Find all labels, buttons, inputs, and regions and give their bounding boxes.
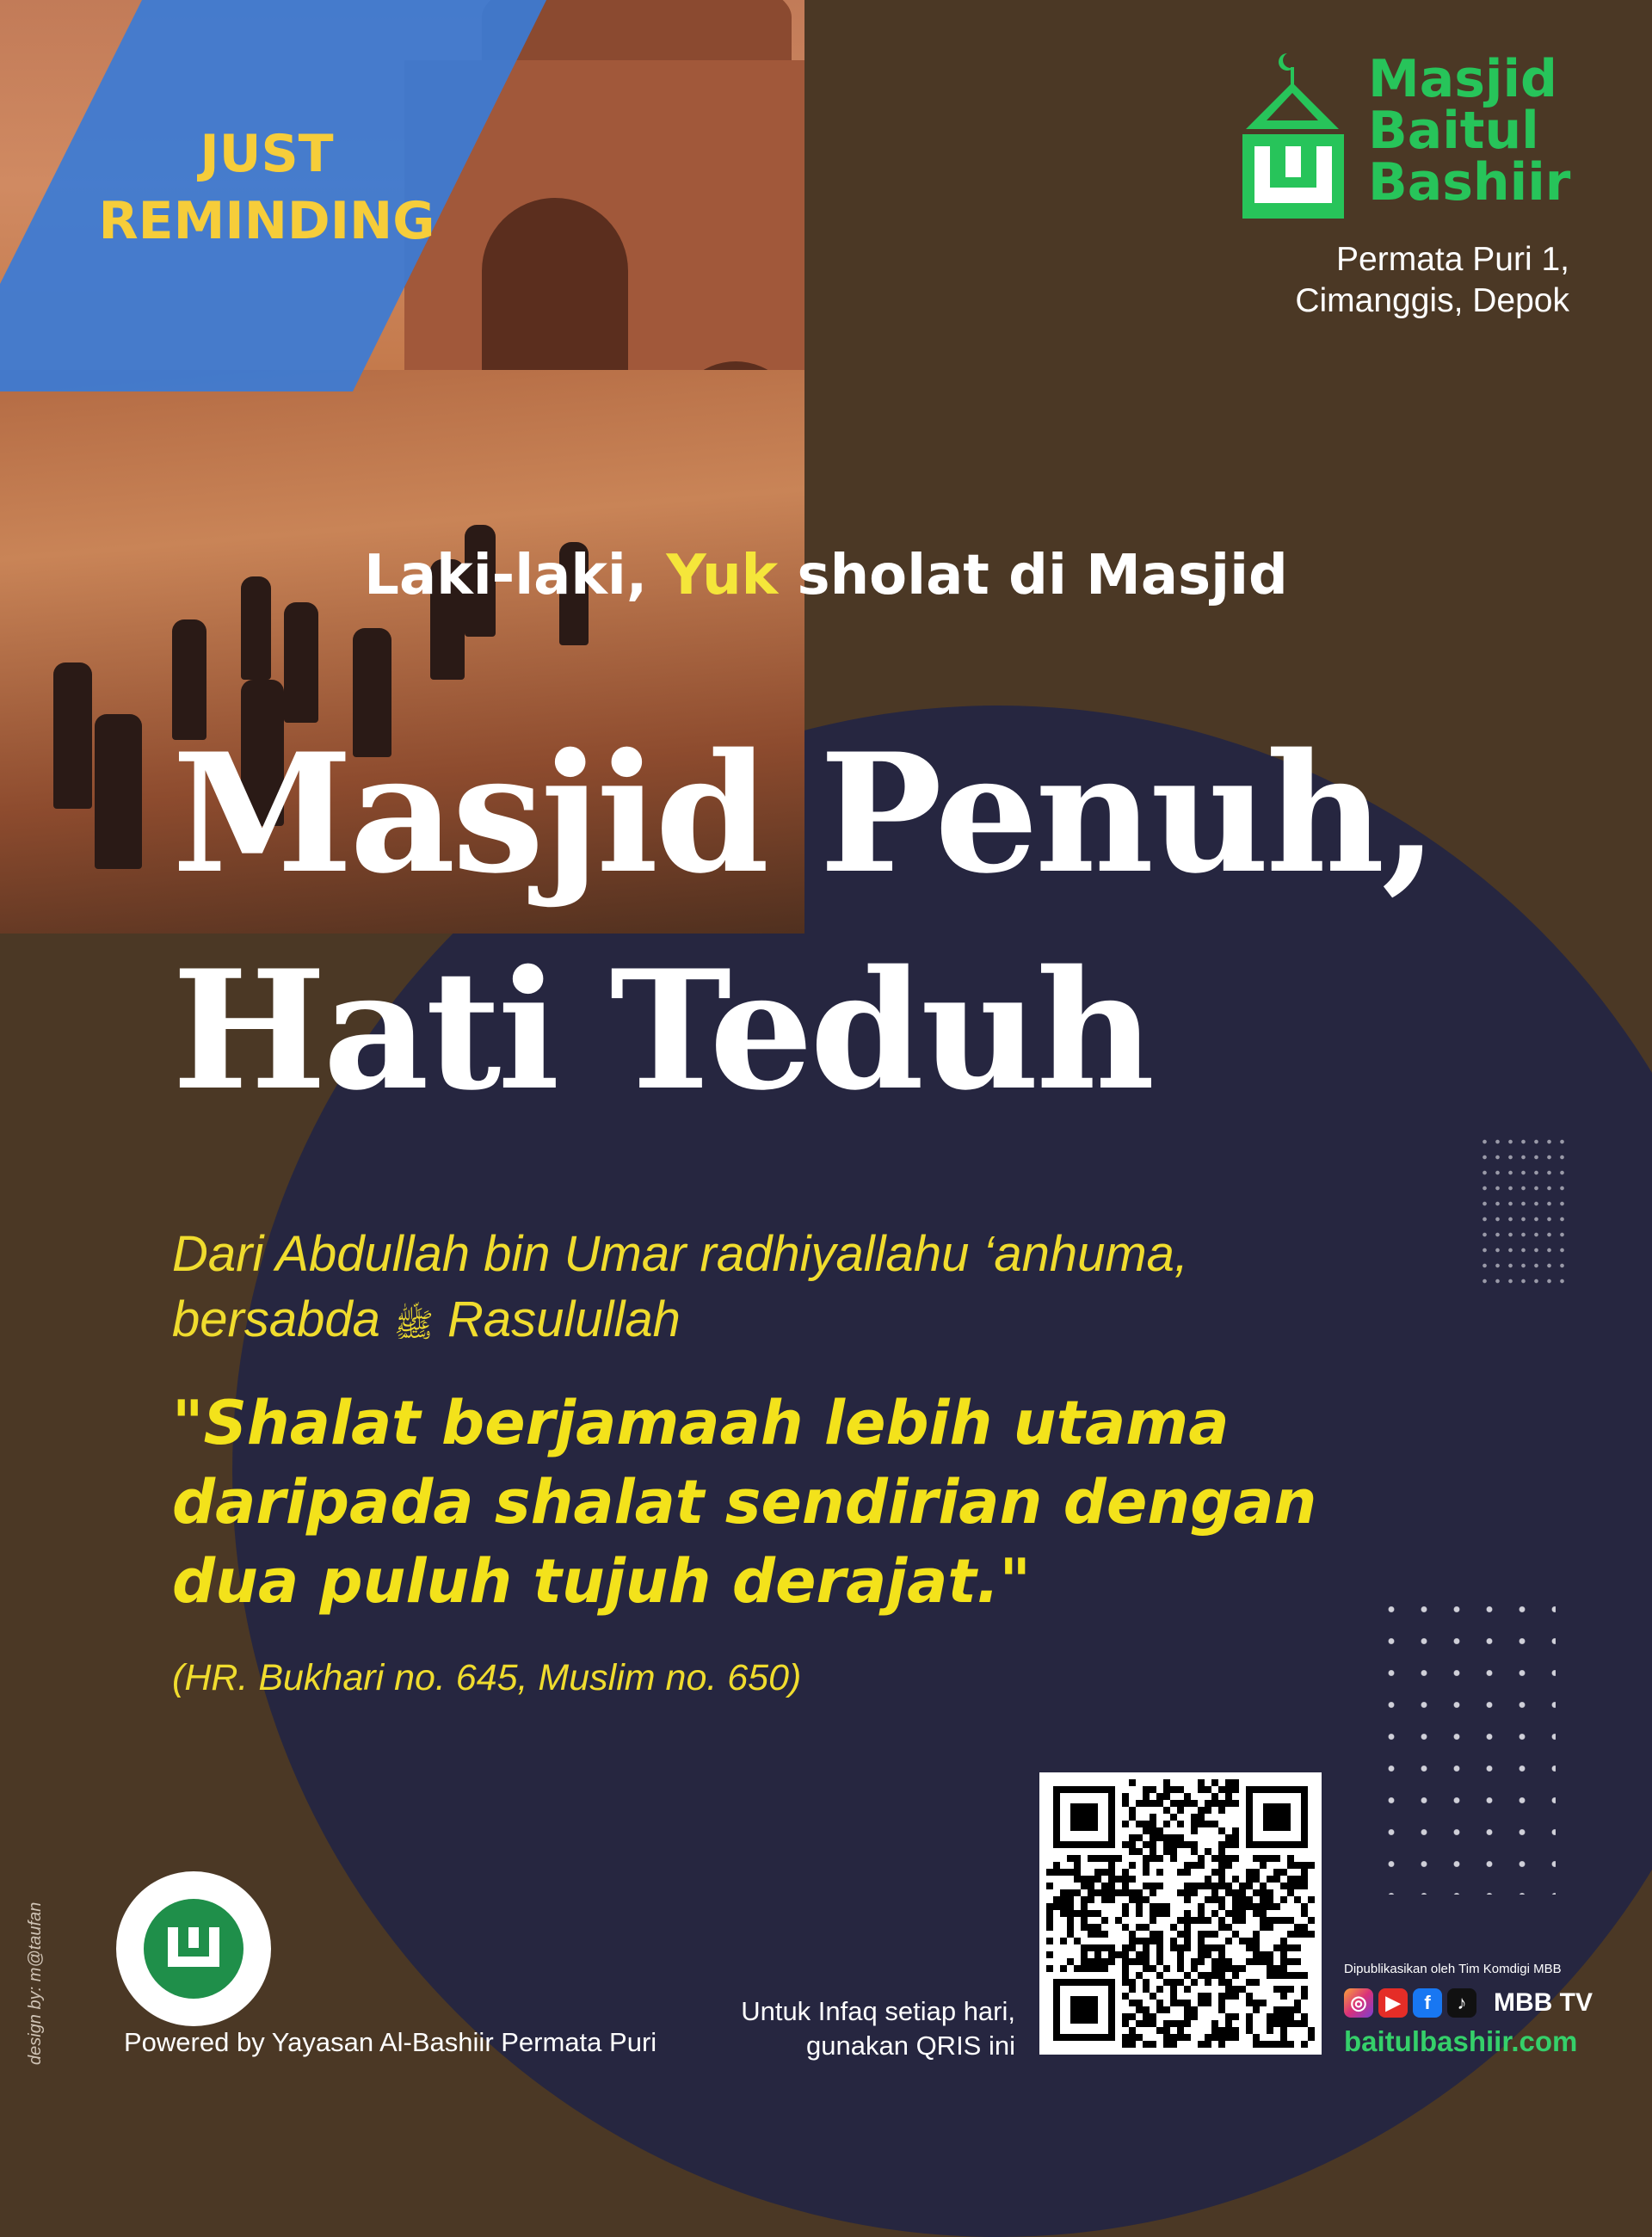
subtitle-part2: sholat di Masjid: [778, 544, 1288, 607]
infaq-line1: Untuk Infaq setiap hari,: [741, 1996, 1015, 2026]
infaq-line2: gunakan QRIS ini: [806, 2031, 1015, 2061]
masjid-address: [1187, 239, 1569, 322]
facebook-icon[interactable]: f: [1413, 1988, 1442, 2018]
masjid-name-line2: Baitul: [1368, 101, 1539, 161]
hadith-source: (HR. Bukhari no. 645, Muslim no. 650): [172, 1657, 802, 1698]
website-link[interactable]: baitulbashiir.com: [1344, 2025, 1578, 2057]
quote-line2: daripada shalat sendirian dengan: [172, 1467, 1317, 1538]
masjid-logo-icon: [1237, 52, 1349, 224]
quote-line3: dua puluh tujuh derajat.": [172, 1546, 1031, 1617]
masjid-name-line3: Bashiir: [1368, 152, 1571, 213]
hadith-narrator: [172, 1222, 1463, 1359]
dot-grid-small: [1478, 1134, 1564, 1289]
published-by: Dipublikasikan oleh Tim Komdigi MBB: [1344, 1962, 1562, 1976]
tv-label: MBB TV: [1494, 1988, 1593, 2017]
narrator-line2: [172, 1287, 1463, 1359]
instagram-icon[interactable]: ◎: [1344, 1988, 1373, 2018]
hadith-quote: [172, 1383, 1463, 1621]
subtitle-part1: Laki-laki,: [364, 544, 667, 607]
quote-line1: "Shalat berjamaah lebih utama: [172, 1388, 1230, 1458]
designer-credit: design by: m@taufan: [26, 1901, 45, 2065]
subtitle: [0, 544, 1652, 607]
subtitle-highlight: Yuk: [666, 544, 779, 607]
dot-grid-large: [1375, 1593, 1556, 1895]
powered-by: Powered by Yayasan Al-Bashiir Permata Puri: [124, 2027, 657, 2057]
youtube-icon[interactable]: ▶: [1378, 1988, 1408, 2018]
narrator-line2-a: bersabda: [172, 1291, 380, 1347]
address-line2: Cimanggis, Depok: [1295, 282, 1569, 319]
masjid-name: [1368, 49, 1643, 213]
headline-line2: Hati Teduh: [172, 934, 1152, 1126]
narrator-line2-b: Rasulullah: [447, 1291, 681, 1347]
narrator-line1: Dari Abdullah bin Umar radhiyallahu ‘anhuma,: [172, 1226, 1189, 1282]
qris-qr-code[interactable]: [1039, 1772, 1322, 2055]
yayasan-logo-icon: [112, 1867, 275, 2031]
infaq-note: [671, 1994, 1015, 2063]
masjid-name-line1: Masjid: [1368, 49, 1557, 109]
salawat-glyph: ﷺ: [393, 1308, 434, 1344]
headline: [172, 706, 1635, 1139]
address-line1: Permata Puri 1,: [1336, 241, 1569, 278]
tiktok-icon[interactable]: ♪: [1447, 1988, 1476, 2018]
headline-line1: Masjid Penuh,: [172, 718, 1435, 909]
social-links: [1344, 1986, 1593, 2020]
reminder-label: JUST REMINDING: [98, 124, 435, 251]
